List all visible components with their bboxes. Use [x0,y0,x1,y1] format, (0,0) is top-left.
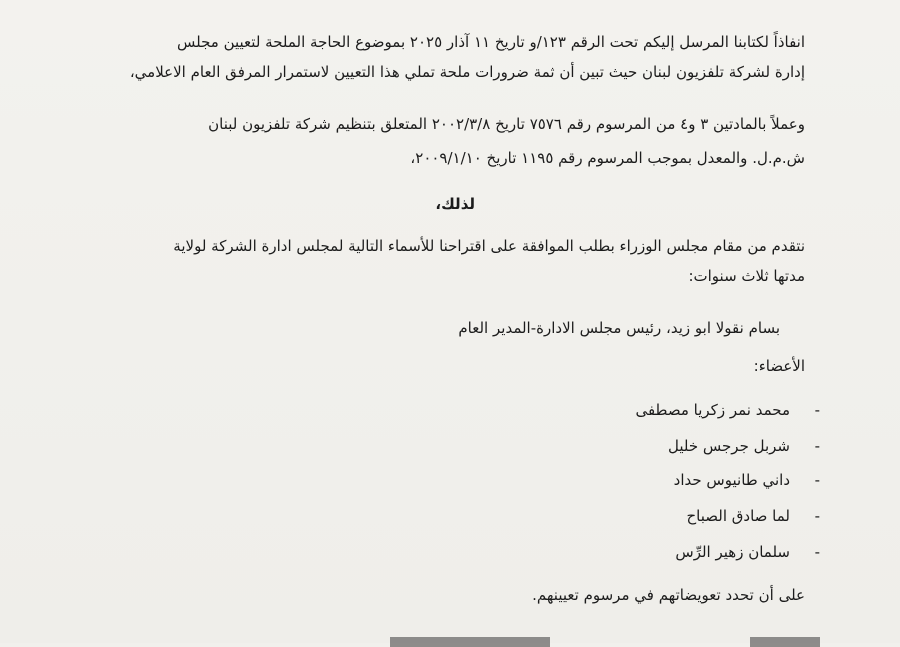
member-name: داني طانيوس حداد [673,471,790,489]
cropped-text-fragment [750,637,820,647]
list-dash-icon: - [814,507,820,525]
member-name: سلمان زهير الرِّس [675,543,790,561]
member-item [673,470,820,490]
member-item [686,506,820,526]
member-name: محمد نمر زكريا مصطفى [635,401,790,419]
paragraph-2-line-1: وعملاً بالمادتين ٣ و٤ من المرسوم رقم ٧٥٧٦ تاريخ ٢٠٠٢/٣/٨ المتعلق بتنظيم شركة تلفزيون لبنان [208,115,805,133]
member-item [668,436,820,456]
chairman-line: بسام نقولا ابو زيد، رئيس مجلس الادارة-المدير العام [458,319,780,337]
paragraph-2-line-2: ش.م.ل. والمعدل بموجب المرسوم رقم ١١٩٥ تاريخ ٢٠٠٩/١/١٠، [410,149,805,167]
list-dash-icon: - [814,401,820,419]
members-heading: الأعضاء: [753,357,805,375]
therefore-heading: لذلك، [435,195,475,213]
paragraph-3-line-2: مدتها ثلاث سنوات: [688,267,805,285]
member-name: شربل جرجس خليل [668,437,790,455]
list-dash-icon: - [814,437,820,455]
cropped-text-fragment [390,637,550,647]
list-dash-icon: - [814,471,820,489]
paragraph-1-line-2: إدارة لشركة تلفزيون لبنان حيث تبين أن ثمة ضرورات ملحة تملي هذا التعيين لاستمرار المرفق العام الاعلامي، [129,63,805,81]
member-item [635,400,820,420]
closing-line: على أن تحدد تعويضاتهم في مرسوم تعيينهم. [532,586,805,604]
list-dash-icon: - [814,543,820,561]
paragraph-1-line-1: انفاذاً لكتابنا المرسل إليكم تحت الرقم ١٢٣/و تاريخ ١١ آذار ٢٠٢٥ بموضوع الحاجة الملحة لتعيين مجلس [177,33,805,51]
member-item [675,542,820,562]
member-name: لما صادق الصباح [686,507,790,525]
paragraph-3-line-1: نتقدم من مقام مجلس الوزراء بطلب الموافقة على اقتراحنا للأسماء التالية لمجلس ادارة الشركة لولاية [173,237,805,255]
